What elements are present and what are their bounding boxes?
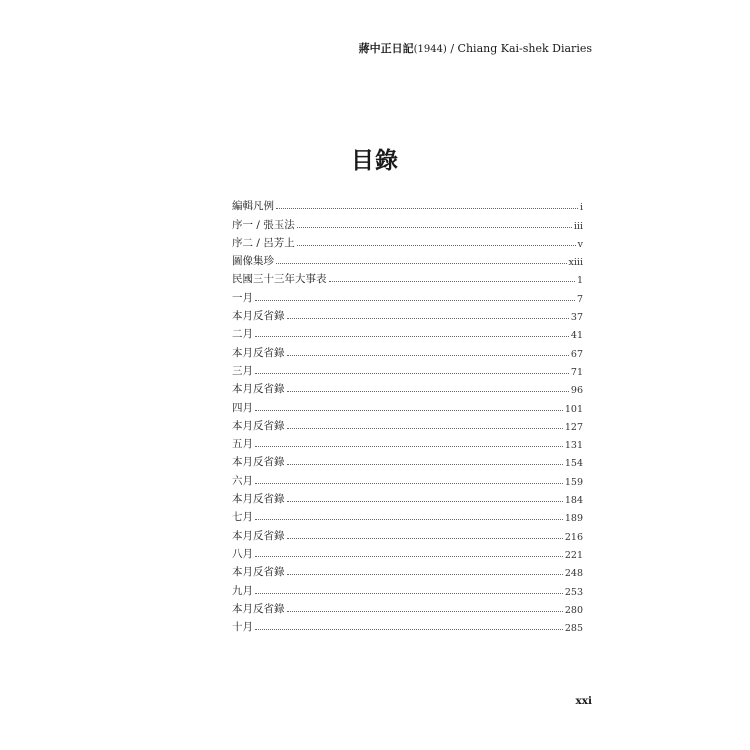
toc-entry[interactable] (232, 195, 583, 213)
toc-entry-label: 八月 (232, 547, 253, 560)
toc-entry[interactable] (232, 598, 583, 616)
toc-entry-label: 序一 / 張玉法 (232, 218, 295, 231)
toc-entry-page: 221 (564, 549, 583, 561)
toc-entry[interactable] (232, 213, 583, 231)
toc-leader-dots (276, 262, 567, 264)
toc-entry[interactable] (232, 524, 583, 542)
toc-entry-label: 五月 (232, 438, 253, 451)
toc-entry-label: 本月反省錄 (232, 493, 285, 506)
toc-entry-page: 127 (564, 421, 583, 433)
toc-entry[interactable] (232, 378, 583, 396)
toc-leader-dots (255, 518, 563, 520)
toc-entry[interactable] (232, 250, 583, 268)
toc-entry-label: 圖像集珍 (232, 255, 274, 268)
toc-entry-label: 九月 (232, 584, 253, 597)
toc-entry-page: 248 (564, 568, 583, 580)
toc-entry-page: 101 (564, 403, 583, 415)
header-year: (1944) (413, 44, 447, 55)
toc-entry-page: iii (573, 220, 583, 232)
toc-entry-label: 四月 (232, 401, 253, 414)
toc-entry[interactable] (232, 451, 583, 469)
toc-entry-page: 189 (564, 513, 583, 525)
toc-entry[interactable] (232, 433, 583, 451)
toc-entry[interactable] (232, 396, 583, 414)
toc-leader-dots (255, 372, 569, 374)
toc-entry-label: 十月 (232, 621, 253, 634)
toc-entry-page: 67 (570, 348, 583, 360)
toc-entry-label: 編輯凡例 (232, 200, 274, 213)
toc-leader-dots (287, 354, 569, 356)
toc-entry-label: 本月反省錄 (232, 346, 285, 359)
toc-entry-page: v (577, 238, 583, 250)
toc-entry[interactable] (232, 286, 583, 304)
toc-entry-page: 280 (564, 604, 583, 616)
toc-entry-label: 本月反省錄 (232, 310, 285, 323)
toc-entry-label: 本月反省錄 (232, 529, 285, 542)
toc-entry-label: 本月反省錄 (232, 383, 285, 396)
toc-entry-label: 三月 (232, 364, 253, 377)
toc-leader-dots (276, 207, 578, 209)
toc-leader-dots (297, 244, 576, 246)
toc-leader-dots (255, 555, 563, 557)
toc-entry[interactable] (232, 360, 583, 378)
toc-entry-label: 一月 (232, 291, 253, 304)
toc-leader-dots (287, 427, 563, 429)
toc-leader-dots (287, 500, 563, 502)
toc-entry[interactable] (232, 579, 583, 597)
toc-entry-label: 二月 (232, 328, 253, 341)
toc-entry-page: 41 (570, 330, 583, 342)
toc-entry-label: 本月反省錄 (232, 566, 285, 579)
toc-entry[interactable] (232, 543, 583, 561)
toc-entry-label: 七月 (232, 511, 253, 524)
toc-entry-page: xiii (568, 257, 583, 269)
toc-entry-page: 1 (576, 275, 583, 287)
toc-entry-page: i (579, 202, 583, 214)
toc-entry-page: 285 (564, 623, 583, 635)
toc-entry[interactable] (232, 469, 583, 487)
toc-leader-dots (255, 628, 563, 630)
toc-entry[interactable] (232, 268, 583, 286)
toc-leader-dots (255, 409, 563, 411)
header-title-en: Chiang Kai-shek Diaries (457, 42, 592, 55)
toc-entry-page: 159 (564, 476, 583, 488)
toc-leader-dots (287, 390, 569, 392)
toc-leader-dots (287, 317, 569, 319)
toc-entry-page: 96 (570, 385, 583, 397)
toc-entry-page: 131 (564, 440, 583, 452)
table-of-contents (232, 195, 583, 634)
running-header (359, 40, 592, 56)
toc-leader-dots (297, 226, 572, 228)
toc-entry-page: 184 (564, 495, 583, 507)
toc-leader-dots (255, 592, 563, 594)
toc-leader-dots (287, 537, 563, 539)
toc-entry[interactable] (232, 232, 583, 250)
toc-entry-label: 本月反省錄 (232, 602, 285, 615)
toc-entry-page: 71 (570, 366, 583, 378)
page-title: 目錄 (351, 147, 399, 174)
toc-leader-dots (329, 280, 575, 282)
toc-entry[interactable] (232, 488, 583, 506)
toc-entry[interactable] (232, 561, 583, 579)
toc-leader-dots (287, 610, 563, 612)
toc-entry[interactable] (232, 323, 583, 341)
toc-entry[interactable] (232, 616, 583, 634)
toc-entry-page: 37 (570, 312, 583, 324)
toc-entry-label: 序二 / 呂芳上 (232, 236, 295, 249)
toc-leader-dots (255, 445, 563, 447)
toc-entry-label: 六月 (232, 474, 253, 487)
toc-entry-page: 7 (576, 293, 583, 305)
toc-leader-dots (255, 299, 575, 301)
toc-entry[interactable] (232, 305, 583, 323)
header-title-cn: 蔣中正日記 (358, 42, 414, 55)
page-number: xxi (575, 695, 592, 707)
header-separator: / (446, 42, 458, 55)
toc-entry[interactable] (232, 415, 583, 433)
toc-leader-dots (287, 463, 563, 465)
toc-entry[interactable] (232, 341, 583, 359)
toc-entry[interactable] (232, 506, 583, 524)
toc-entry-page: 216 (564, 531, 583, 543)
toc-entry-label: 本月反省錄 (232, 419, 285, 432)
toc-entry-label: 本月反省錄 (232, 456, 285, 469)
toc-leader-dots (287, 573, 563, 575)
toc-leader-dots (255, 482, 563, 484)
toc-entry-page: 253 (564, 586, 583, 598)
toc-leader-dots (255, 335, 569, 337)
toc-entry-page: 154 (564, 458, 583, 470)
toc-entry-label: 民國三十三年大事表 (232, 273, 327, 286)
